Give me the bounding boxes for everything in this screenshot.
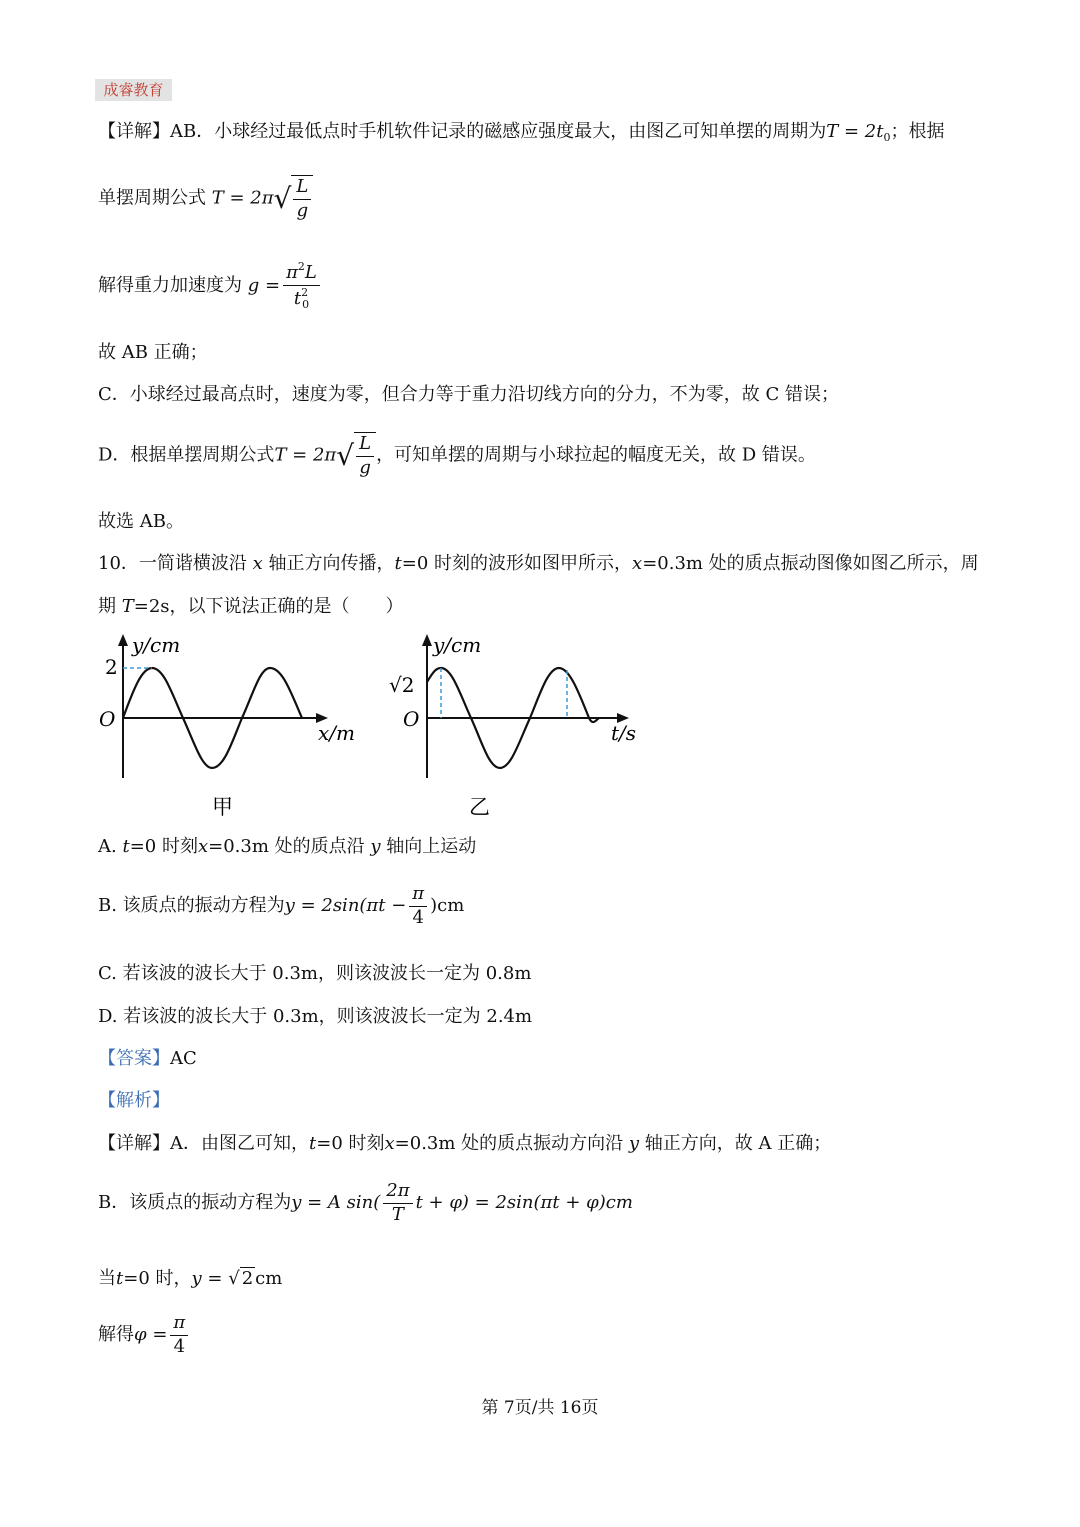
ab-correct-line: 故 AB 正确；: [98, 342, 208, 363]
choose-ab-line: 故选 AB。: [98, 511, 184, 532]
detail-a-line: 【详解】A．由图乙可知，t=0 时刻x=0.3m 处的质点振动方向沿 y 轴正方向，故 A 正确；: [98, 1133, 832, 1154]
origin-label: O: [403, 707, 420, 731]
option-b: B. 该质点的振动方程为y = 2sin(πt − $\frac{\pi}{4}$ )cm: [98, 883, 465, 928]
header-tag: 成睿教育: [95, 79, 172, 101]
graph-caption: 甲: [212, 795, 233, 819]
option-a: A. t=0 时刻x=0.3m 处的质点沿 y 轴向上运动: [98, 836, 477, 857]
y-axis-arrow: [422, 634, 432, 646]
y-axis-label: y/cm: [132, 633, 181, 657]
x-axis-label: t/s: [611, 721, 637, 745]
y-axis-label: y/cm: [433, 633, 482, 657]
solution-ab-line: 【详解】AB．小球经过最低点时手机软件记录的磁感应强度最大，由图乙可知单摆的周期为$T = 2t_0$；根据: [98, 121, 945, 144]
page-footer: 第 7页/共 16页: [481, 1398, 599, 1418]
analysis-heading: 【解析】: [98, 1090, 170, 1111]
y-axis-arrow: [118, 634, 128, 646]
detail-b-line: B．该质点的振动方程为y = A sin( $\frac{2\pi}{T}$ t + φ) = 2sin(πt + φ)cm: [98, 1180, 633, 1225]
option-c: C. 若该波的波长大于 0.3m，则该波波长一定为 0.8m: [98, 963, 532, 984]
question-10-line-2: 期 T=2s，以下说法正确的是（ ）: [98, 596, 404, 617]
vibration-graph-yi: [385, 630, 645, 825]
answer-line: 【答案】AC: [98, 1048, 197, 1069]
origin-label: O: [99, 707, 116, 731]
gravity-solution-line: 解得重力加速度为 g = $\frac{\pi^2L}{t^2_0}$: [98, 260, 323, 311]
option-d: D. 若该波的波长大于 0.3m，则该波波长一定为 2.4m: [98, 1006, 533, 1027]
when-t0-line: 当t=0 时，y = √ 2 cm: [98, 1268, 283, 1289]
question-10-line-1: 10．一简谐横波沿 x 轴正方向传播，t=0 时刻的波形如图甲所示，x=0.3m 处的质点振动图像如图乙所示，周: [98, 553, 979, 574]
pendulum-formula-line: 单摆周期公式 T = 2π√ $\frac{L}{g}$: [98, 175, 313, 222]
wave-graph-jia: [90, 630, 370, 825]
graph-caption: 乙: [469, 795, 490, 819]
option-d-solution-line: D．根据单摆周期公式T = 2π√ $\frac{L}{g}$ ，可知单摆的周期与小球拉起的幅度无关，故 D 错误。: [98, 433, 816, 478]
option-c-solution-line: C．小球经过最高点时，速度为零，但合力等于重力沿切线方向的分力，不为零，故 C 错误；: [98, 384, 839, 405]
phi-solution-line: 解得φ = $\frac{\pi}{4}$: [98, 1312, 191, 1358]
y-tick-label: 2: [105, 655, 118, 679]
x-axis-label: x/m: [318, 721, 355, 745]
y-tick-label: √2: [389, 673, 415, 697]
